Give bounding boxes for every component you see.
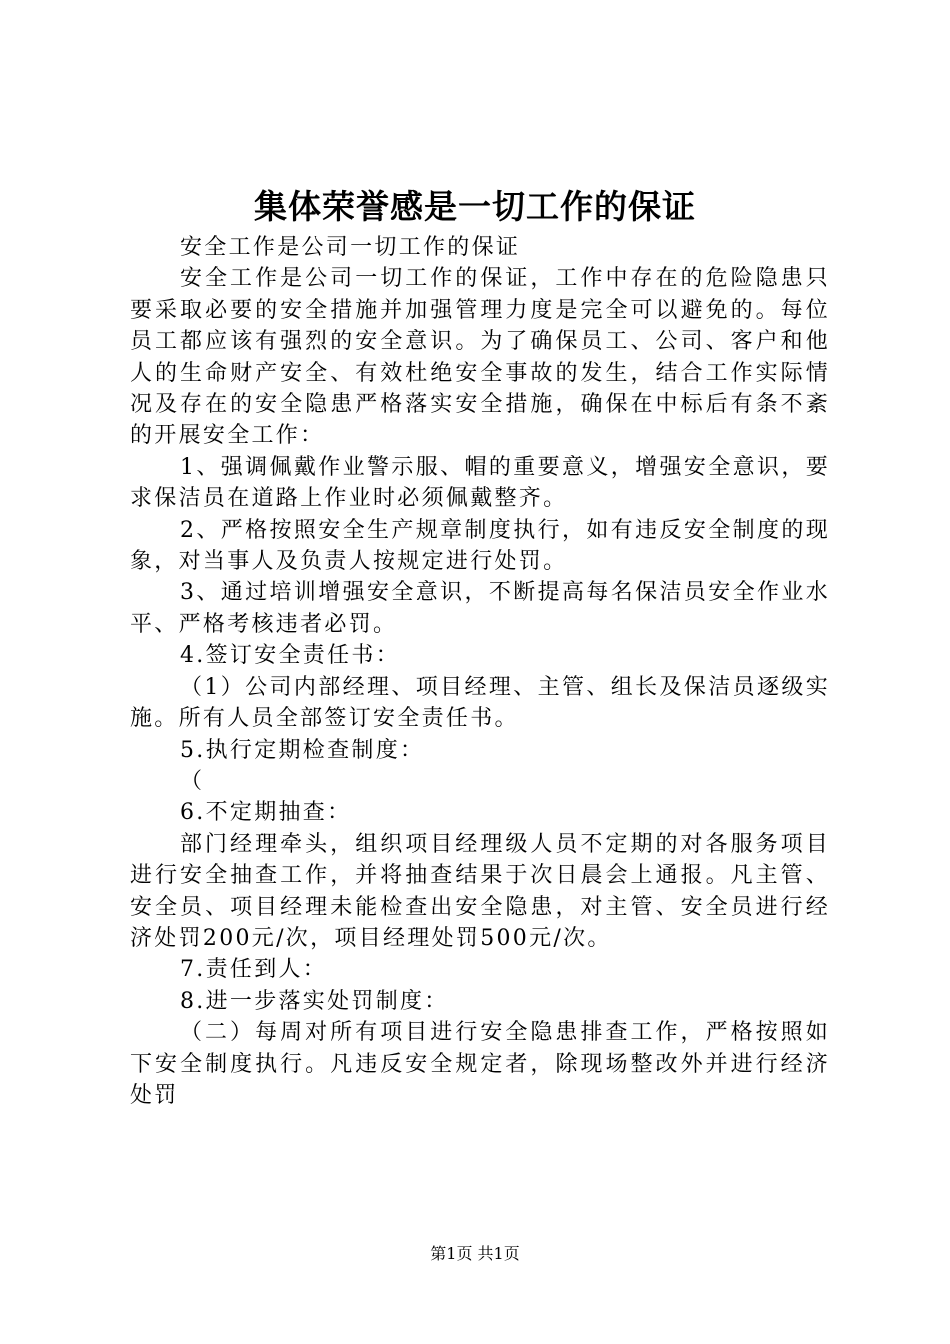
paragraph: 8.进一步落实处罚制度： xyxy=(180,988,449,1014)
document-title: 集体荣誉感是一切工作的保证 xyxy=(254,187,696,226)
paragraph: 2、严格按照安全生产规章制度执行，如有违反安全制度的现象，对当事人及负责人按规定进行处罚。 xyxy=(130,517,830,575)
paragraph: 部门经理牵头，组织项目经理级人员不定期的对各服务项目进行安全抽查工作，并将抽查结果于次日晨会上通报。凡主管、安全员、项目经理未能检查出安全隐患，对主管、安全员进行经济处罚200元/次，项目经理处罚500元/次。 xyxy=(130,831,830,951)
paragraph: 7.责任到人： xyxy=(180,957,328,983)
paragraph: （ xyxy=(180,768,205,794)
paragraph: 安全工作是公司一切工作的保证，工作中存在的危险隐患只要采取必要的安全措施并加强管理力度是完全可以避免的。每位员工都应该有强烈的安全意识。为了确保员工、公司、客户和他人的生命财产安全、有效杜绝安全事故的发生，结合工作实际情况及存在的安全隐患严格落实安全措施，确保在中标后有条不紊的开展安全工作： xyxy=(130,266,830,449)
paragraph: （二）每周对所有项目进行安全隐患排查工作，严格按照如下安全制度执行。凡违反安全规定者，除现场整改外并进行经济处罚 xyxy=(130,1020,830,1108)
paragraph: 5.执行定期检查制度： xyxy=(180,737,425,763)
paragraph: 6.不定期抽查： xyxy=(180,800,352,826)
document-body xyxy=(130,232,830,1111)
paragraph: （1）公司内部经理、项目经理、主管、组长及保洁员逐级实施。所有人员全部签订安全责任书。 xyxy=(130,674,830,732)
page-footer: 第1页 共1页 xyxy=(430,1244,520,1263)
paragraph: 1、强调佩戴作业警示服、帽的重要意义，增强安全意识，要求保洁员在道路上作业时必须佩戴整齐。 xyxy=(130,454,830,512)
paragraph: 安全工作是公司一切工作的保证 xyxy=(180,235,521,260)
paragraph: 4.签订安全责任书： xyxy=(180,643,400,669)
paragraph: 3、通过培训增强安全意识，不断提高每名保洁员安全作业水平、严格考核违者必罚。 xyxy=(130,580,830,637)
